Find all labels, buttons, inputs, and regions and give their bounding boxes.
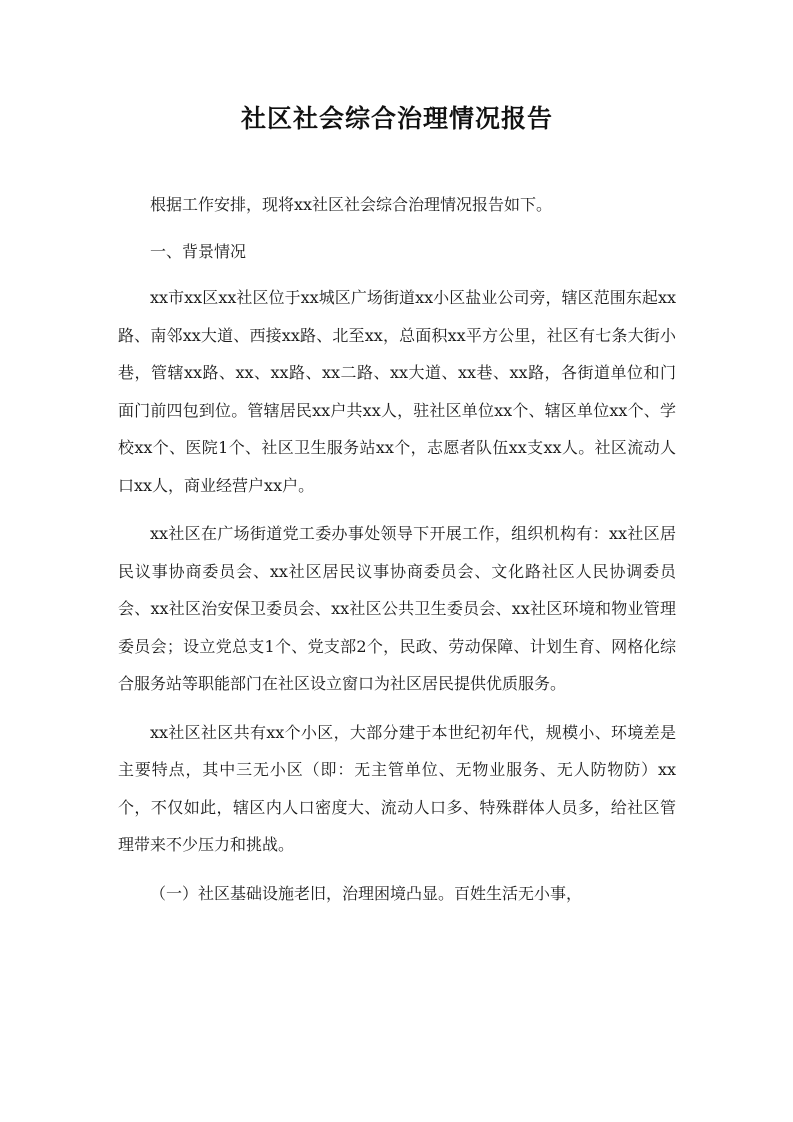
section-heading-background: 一、背景情况	[150, 241, 247, 261]
paragraph-subsection-one: （一）社区基础设施老旧，治理困境凸显。百姓生活无小事，	[150, 883, 583, 903]
document-body	[118, 186, 676, 912]
intro-paragraph: 根据工作安排，现将xx社区社会综合治理情况报告如下。	[150, 195, 553, 214]
paragraph-residential-areas: xx社区社区共有xx个小区，大部分建于本世纪初年代，规模小、环境差是主要特点，其中三无小区（即：无主管单位、无物业服务、无人防物防）xx个，不仅如此，辖区内人口密度大、流动人口多、特殊群体人员多，给社区管理带来不少压力和挑战。	[118, 722, 676, 854]
paragraph-organization: xx社区在广场街道党工委办事处领导下开展工作，组织机构有：xx社区居民议事协商委员会、xx社区居民议事协商委员会、文化路社区人民协调委员会、xx社区治安保卫委员会、xx社区公共卫生委员会、xx社区环境和物业管理委员会；设立党总支1个、党支部2个，民政、劳动保障、计划生育、网格化综合服务站等职能部门在社区设立窗口为社区居民提供优质服务。	[118, 524, 676, 693]
paragraph-community-overview: xx市xx区xx社区位于xx城区广场街道xx小区盐业公司旁，辖区范围东起xx路、南邻xx大道、西接xx路、北至xx，总面积xx平方公里，社区有七条大街小巷，管辖xx路、xx、xx路、xx二路、xx大道、xx巷、xx路，各街道单位和门面门前四包到位。管辖居民xx户共xx人，驻社区单位xx个、辖区单位xx个、学校xx个、医院1个、社区卫生服务站xx个，志愿者队伍xx支xx人。社区流动人口xx人，商业经营户xx户。	[118, 288, 676, 495]
document-title: 社区社会综合治理情况报告	[240, 104, 553, 133]
